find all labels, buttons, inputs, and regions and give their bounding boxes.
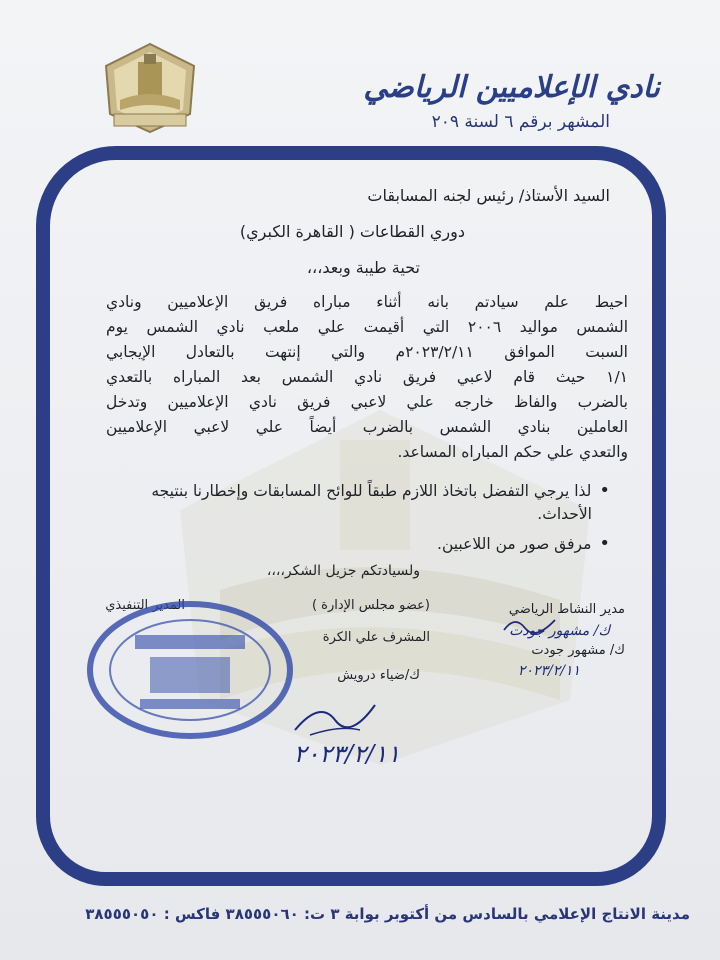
executive-manager-title: المدير التنفيذي [105,598,185,613]
league-line: دوري القطاعات ( القاهرة الكبري) [239,222,465,241]
club-logo-icon [100,40,200,135]
closing-line: ولسيادتكم جزيل الشكر،،،، [266,563,420,579]
body-line-6: العاملين بنادي الشمس بالضرب أيضاً علي لاعبي الإعلاميين [106,418,628,436]
body-line-1: احيط علم سيادتم بانه أثناء مباراه فريق الإعلاميين ونادي [106,293,628,311]
activity-manager-title: مدير النشاط الرياضي [508,602,625,617]
body-line-4: ١/١ حيث قام لاعبي فريق نادي الشمس بعد المباراه بالتعدي [106,368,628,386]
activity-manager-name: ك/ مشهور جودت [531,643,625,658]
board-member-label: (عضو مجلس الإدارة ) [311,598,430,613]
request-bullet: • لذا يرجي التفضل باتخاذ اللازم طبقاً للوائح المسابقات وإخطارنا بنتيجه [151,480,610,501]
official-stamp-icon [80,595,300,745]
body-line-5: بالضرب والفاظ خارجه علي لاعبي فريق نادي الإعلاميين وتدخل [106,393,628,411]
handwritten-date: ٢٠٢٣/٢/١١ [293,740,400,768]
footer-address: مدينة الانتاج الإعلامي بالسادس من أكتوبر بوابة ٣ ت: ٣٨٥٥٥٠٦٠ فاكس : ٣٨٥٥٥٠٥٠ [85,905,690,923]
activity-manager-signature-icon [500,610,560,640]
supervisor-signature-icon [290,690,380,740]
body-line-2: الشمس مواليد ٢٠٠٦ التي أقيمت علي ملعب نادي الشمس يوم [106,318,629,336]
recipient-line: السيد الأستاذ/ رئيس لجنه المسابقات [367,186,610,205]
club-name-heading: نادي الإعلاميين الرياضي [363,70,660,105]
activity-manager-signature: ك/ مشهور جودت [509,623,610,639]
club-registration: المشهر برقم ٦ لسنة ٢٠٩ [431,112,610,132]
activity-manager-date: ٢٠٢٣/٢/١١ [517,663,580,679]
greeting-line: تحية طيبة وبعد،،، [306,258,420,277]
body-line-3: السبت الموافق ٢٠٢٣/٢/١١م والتي إنتهت بالتعادل الإيجابي [106,343,628,361]
body-line-7: والتعدي علي حكم المباراه المساعد. [397,443,628,461]
football-supervisor-title: المشرف علي الكرة [322,630,430,645]
football-supervisor-name: ك/ضياء درويش [337,668,420,683]
request-bullet-continuation: الأحداث. [537,505,592,523]
attachment-bullet: • مرفق صور من اللاعبين. [437,533,610,554]
